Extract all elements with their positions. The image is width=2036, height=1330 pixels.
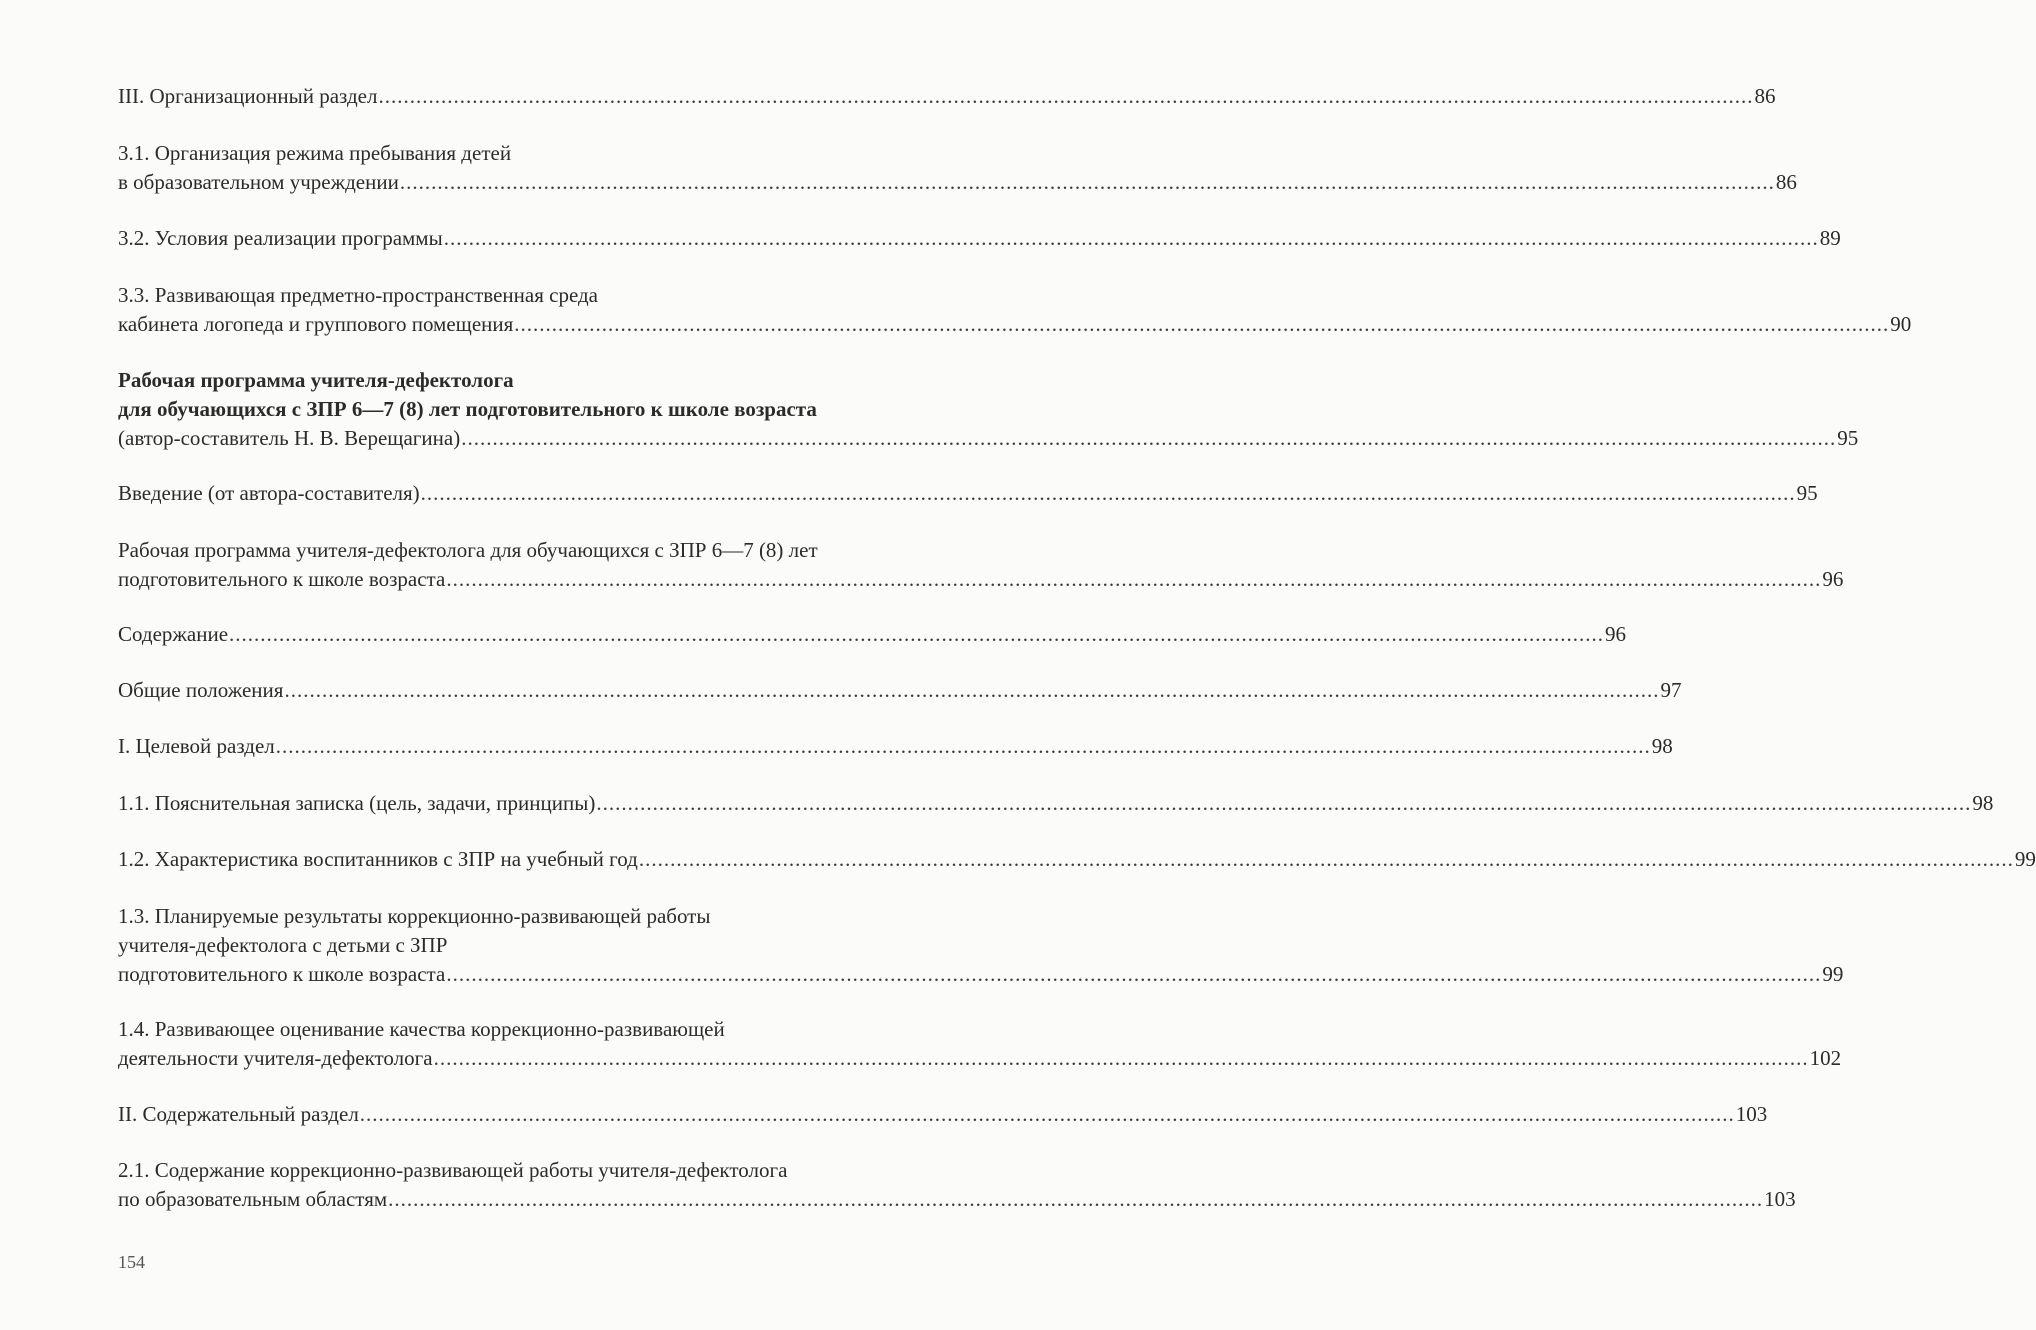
toc-entry[interactable] [118, 82, 1776, 111]
toc-entry-line: учителя-дефектолога с детьми с ЗПР [118, 933, 448, 957]
toc-entry-line: 1.4. Развивающее оценивание качества коррекционно-развивающей [118, 1017, 725, 1041]
toc-entry-text: I. Целевой раздел [118, 734, 275, 758]
toc-entry[interactable] [118, 902, 1844, 989]
toc-leader-dots: ............................................................................................................................................................................................................................ [446, 567, 1822, 591]
toc-entry-line: 1.3. Планируемые результаты коррекционно-развивающей работы [118, 904, 711, 928]
toc-leader-dots: ............................................................................................................................................................................................................................ [514, 312, 1890, 336]
toc-entry-line: 3.1. Организация режима пребывания детей [118, 141, 512, 165]
toc-leader-dots: ............................................................................................................................................................................................................................ [420, 481, 1796, 505]
toc-entry[interactable] [118, 139, 1797, 197]
toc-entry-line: Рабочая программа учителя-дефектолога для обучающихся с ЗПР 6—7 (8) лет [118, 538, 818, 562]
toc-leader-dots: ............................................................................................................................................................................................................................ [229, 622, 1605, 646]
toc-entry-page: 97 [1660, 678, 1682, 702]
toc-entry-page: 96 [1822, 567, 1844, 591]
toc-entry-text: Введение (от автора-составителя) [118, 481, 420, 505]
toc-entry-text: подготовительного к школе возраста [118, 567, 446, 591]
toc-leader-dots: ............................................................................................................................................................................................................................ [461, 426, 1837, 450]
toc-entry-text: Общие положения [118, 678, 284, 702]
toc-leader-dots: ............................................................................................................................................................................................................................ [399, 170, 1775, 194]
toc-section-title: для обучающихся с ЗПР 6—7 (8) лет подготовительного к школе возраста [118, 397, 817, 421]
toc-entry-text: III. Организационный раздел [118, 84, 378, 108]
toc-leader-dots: ............................................................................................................................................................................................................................ [638, 847, 2014, 871]
toc-leader-dots: ............................................................................................................................................................................................................................ [443, 226, 1819, 250]
toc-entry[interactable] [118, 479, 1818, 508]
toc-entry-text: 3.2. Условия реализации программы [118, 226, 443, 250]
toc-leader-dots: ............................................................................................................................................................................................................................ [359, 1102, 1735, 1126]
toc-entry-page: 98 [1972, 791, 1994, 815]
toc-entry-text: в образовательном учреждении [118, 170, 399, 194]
toc-entry[interactable] [118, 1015, 1842, 1073]
toc-entry-text: (автор-составитель Н. В. Верещагина) [118, 426, 461, 450]
toc-entry-page: 103 [1764, 1187, 1796, 1211]
toc-entry[interactable] [118, 620, 1627, 649]
toc-entry-page: 102 [1809, 1046, 1842, 1070]
toc-entry-page: 90 [1890, 312, 1912, 336]
toc-entry-page: 86 [1754, 84, 1776, 108]
toc-entry[interactable] [118, 1156, 1796, 1214]
toc-entry[interactable] [118, 1100, 1768, 1129]
toc-entry-page: 98 [1651, 734, 1673, 758]
toc-entry[interactable] [118, 676, 1682, 705]
toc-entry[interactable] [118, 536, 1844, 594]
toc-entry-page: 99 [2014, 847, 2036, 871]
toc-entry[interactable] [118, 732, 1673, 761]
toc-entry-section-heading[interactable] [118, 366, 1859, 453]
toc-entry-text: 1.1. Пояснительная записка (цель, задачи, принципы) [118, 791, 596, 815]
page-number: 154 [118, 1252, 145, 1272]
toc-entry-page: 99 [1822, 962, 1844, 986]
toc-leader-dots: ............................................................................................................................................................................................................................ [388, 1187, 1764, 1211]
toc-entry-text: II. Содержательный раздел [118, 1102, 359, 1126]
toc-entry-text: 1.2. Характеристика воспитанников с ЗПР на учебный год [118, 847, 638, 871]
toc-leader-dots: ............................................................................................................................................................................................................................ [275, 734, 1651, 758]
toc-entry-text: по образовательным областям [118, 1187, 388, 1211]
toc-leader-dots: ............................................................................................................................................................................................................................ [446, 962, 1822, 986]
toc-leader-dots: ............................................................................................................................................................................................................................ [433, 1046, 1809, 1070]
toc-entry-page: 96 [1605, 622, 1627, 646]
toc-entry-page: 95 [1837, 426, 1859, 450]
toc-entry-page: 103 [1735, 1102, 1768, 1126]
toc-entry-text: подготовительного к школе возраста [118, 962, 446, 986]
toc-entry-page: 95 [1796, 481, 1818, 505]
toc-entry-page: 86 [1775, 170, 1797, 194]
toc-section-title: Рабочая программа учителя-дефектолога [118, 368, 514, 392]
toc-leader-dots: ............................................................................................................................................................................................................................ [596, 791, 1972, 815]
toc-entry[interactable] [118, 845, 2036, 874]
toc-entry[interactable] [118, 281, 1912, 339]
toc-entry-line: 3.3. Развивающая предметно-пространственная среда [118, 283, 598, 307]
toc-entry-page: 89 [1819, 226, 1841, 250]
toc-entry-line: 2.1. Содержание коррекционно-развивающей работы учителя-дефектолога [118, 1158, 788, 1182]
toc-entry-text: деятельности учителя-дефектолога [118, 1046, 433, 1070]
toc-entry-text: кабинета логопеда и группового помещения [118, 312, 514, 336]
toc-entry-text: Содержание [118, 622, 229, 646]
toc-leader-dots: ............................................................................................................................................................................................................................ [284, 678, 1660, 702]
toc-leader-dots: ............................................................................................................................................................................................................................ [378, 84, 1754, 108]
toc-entry[interactable] [118, 224, 1841, 253]
toc-entry[interactable] [118, 789, 1994, 818]
